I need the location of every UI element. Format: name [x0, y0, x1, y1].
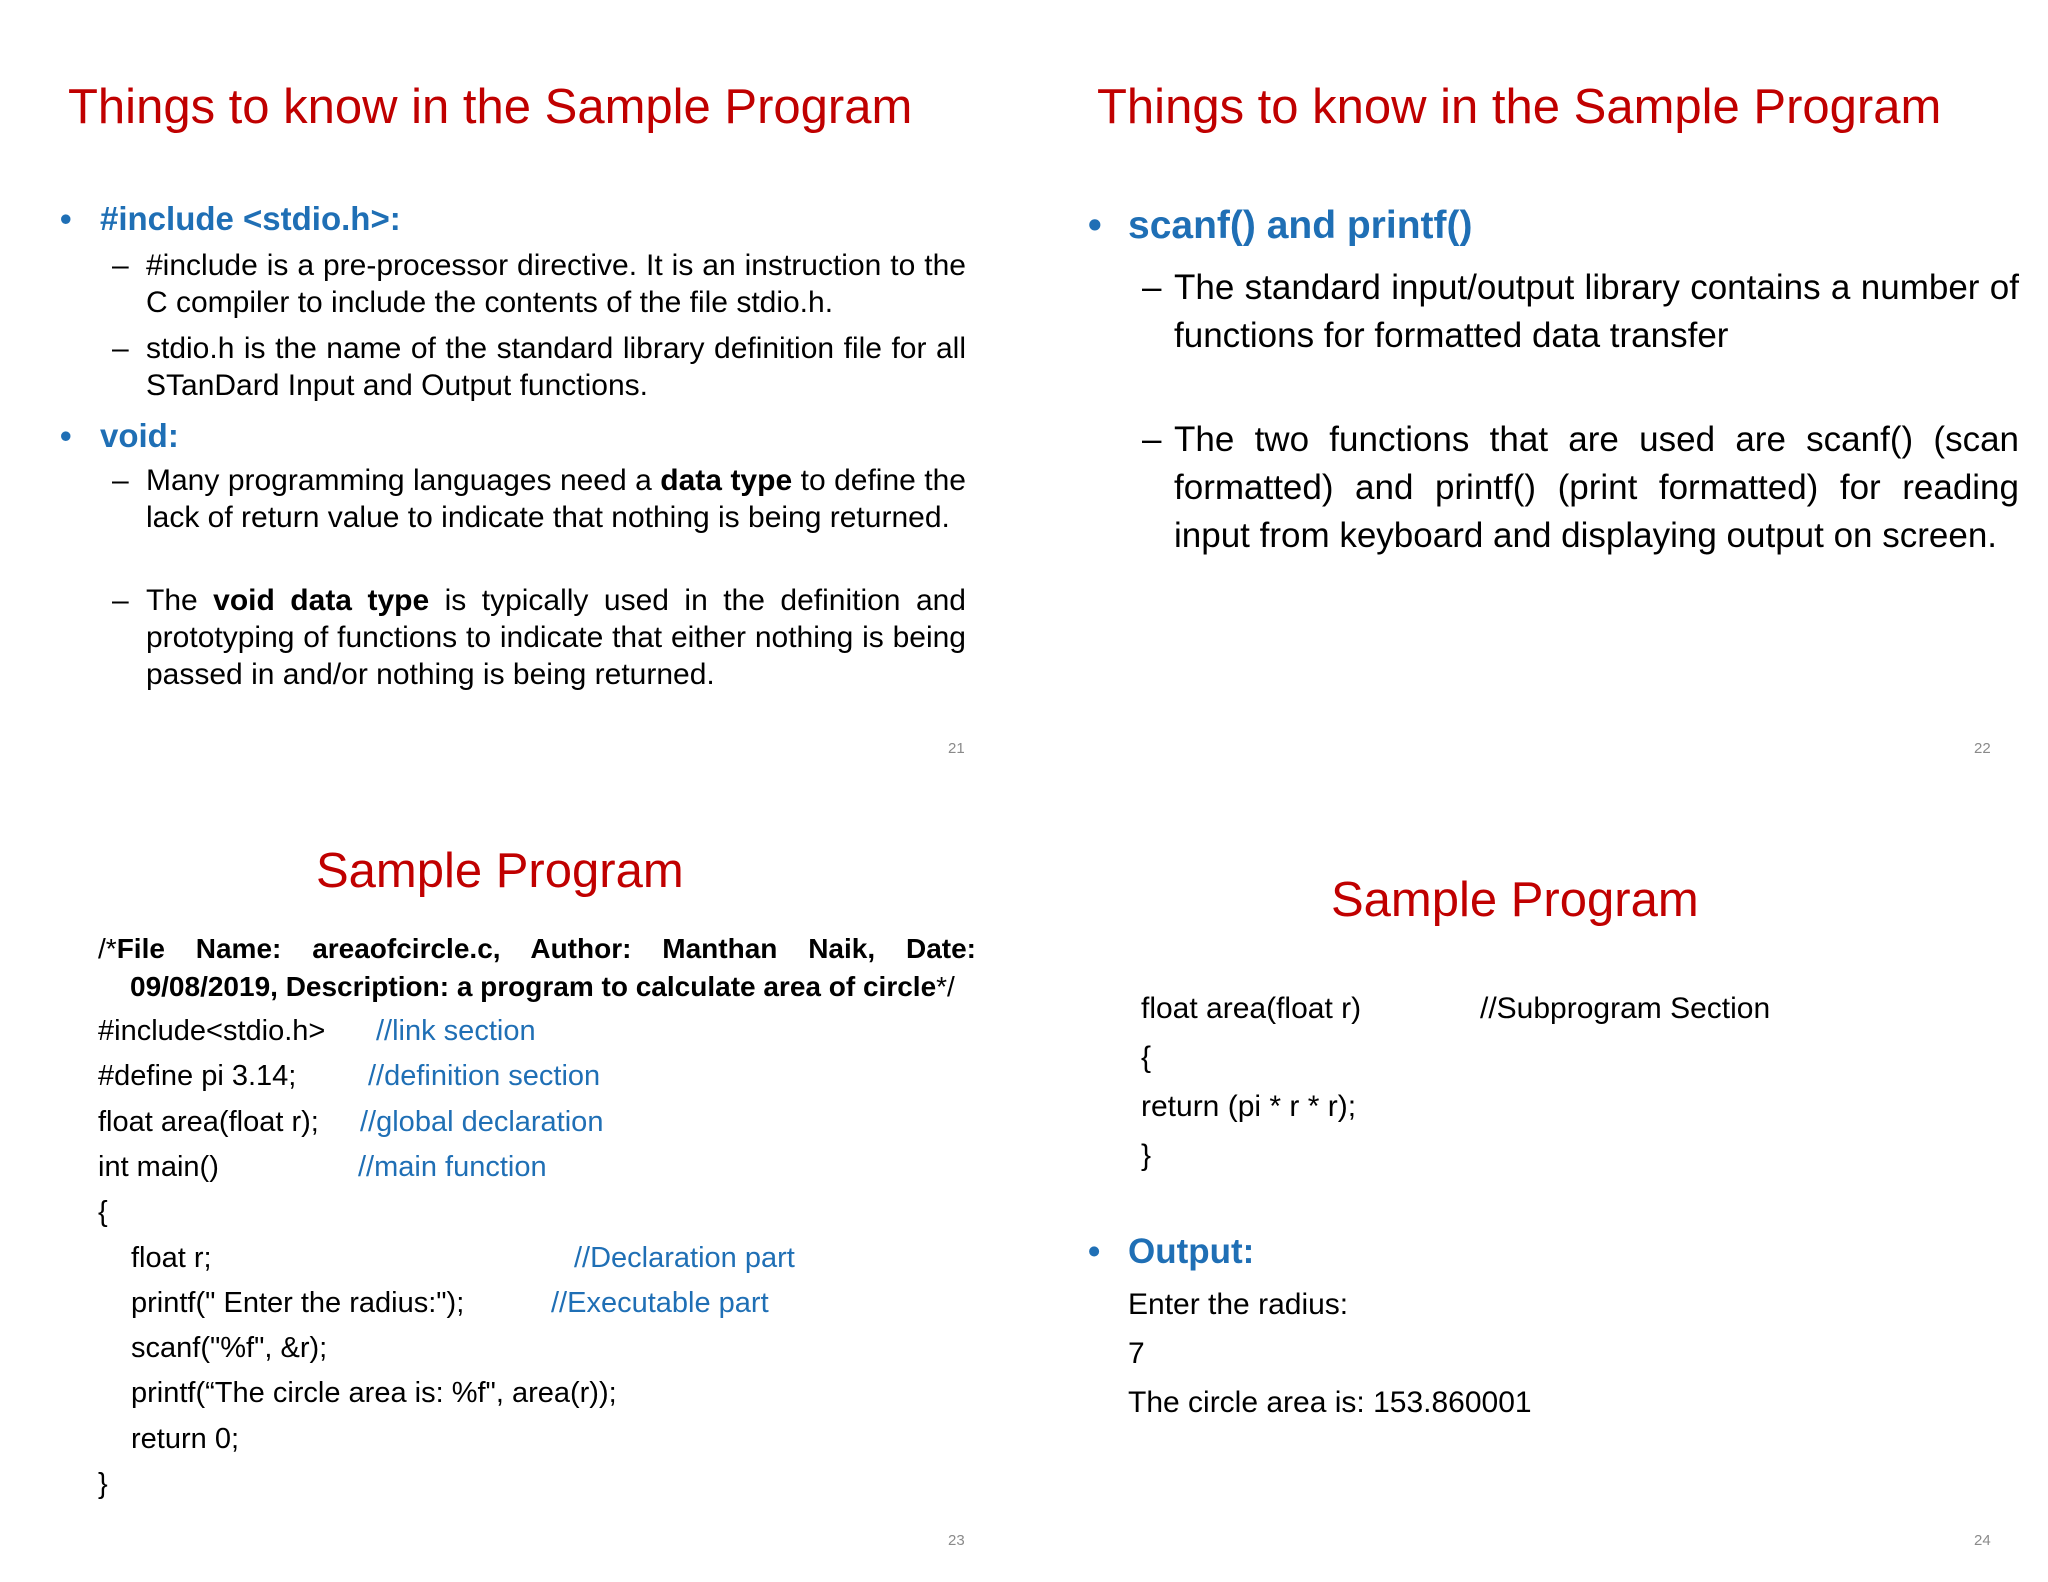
code-line-function-header: float area(float r) [1141, 992, 1362, 1025]
output-line-prompt: Enter the radius: [1128, 1288, 1349, 1321]
slide-title: Things to know in the Sample Program [1097, 80, 1942, 134]
bullet-dot: • [60, 200, 72, 237]
output-line-input: 7 [1128, 1337, 1145, 1370]
bullet-label: scanf() and printf() [1128, 204, 1473, 247]
code-line-scanf: scanf("%f", &r); [131, 1332, 328, 1364]
dash-marker: – [112, 249, 129, 282]
code-line-declare-r: float r; [131, 1242, 212, 1274]
page-number: 23 [948, 1532, 965, 1549]
bullet-dot: • [1088, 204, 1102, 247]
page-number: 22 [1974, 740, 1991, 757]
bullet-output [1088, 1232, 1254, 1272]
slide-title: Sample Program [316, 844, 684, 898]
bullet-label: #include <stdio.h>: [100, 200, 401, 237]
dash-marker: – [112, 332, 129, 365]
sub-point-two-functions [1142, 416, 2019, 560]
bullet-dot: • [60, 417, 72, 454]
sub-point-text: #include is a pre-processor directive. It is an instruction to the C compiler to include the contents of the file stdio.h. [146, 249, 966, 319]
bullet-void [60, 417, 179, 455]
sub-point-stdio [112, 330, 966, 404]
slide-23 [0, 791, 1024, 1582]
comment-subprogram-section: //Subprogram Section [1480, 992, 1771, 1025]
code-line-close-brace: } [1141, 1139, 1152, 1172]
text-run: The [146, 584, 214, 617]
output-line-result: The circle area is: 153.860001 [1128, 1386, 1532, 1419]
bullet-scanf-printf [1088, 204, 1472, 248]
code-line-printf-area: printf(“The circle area is: %f", area(r)); [131, 1377, 617, 1409]
code-line-return: return (pi * r * r); [1141, 1090, 1357, 1123]
sub-point-preprocessor [112, 247, 966, 321]
slide-title: Things to know in the Sample Program [68, 80, 913, 134]
page-number: 24 [1974, 1532, 1991, 1549]
bullet-label: Output: [1128, 1232, 1255, 1271]
comment-declaration-part: //Declaration part [574, 1242, 795, 1274]
dash-marker: – [112, 464, 129, 497]
comment-main-function: //main function [358, 1151, 547, 1183]
bold-term: data type [660, 464, 793, 497]
slide-24 [1024, 791, 2048, 1582]
dash-marker: – [112, 584, 129, 617]
header-details: File Name: areaofcircle.c, Author: Manthan Naik, Date: 09/08/2019, Description: a program to calculate area of circle [116, 933, 976, 1002]
sub-point-data-type [112, 462, 966, 536]
code-line-open-brace: { [1141, 1041, 1152, 1074]
code-line-open-brace: { [98, 1196, 108, 1228]
code-line-include: #include<stdio.h> [98, 1015, 326, 1047]
code-line-prototype: float area(float r); [98, 1106, 319, 1138]
code-line-printf-prompt: printf(" Enter the radius:"); [131, 1287, 465, 1319]
sub-point-void-type [112, 582, 966, 693]
comment-executable-part: //Executable part [551, 1287, 769, 1319]
code-line-define: #define pi 3.14; [98, 1060, 297, 1092]
comment-open: /* [98, 933, 117, 964]
code-line-return: return 0; [131, 1423, 239, 1455]
sub-point-text: stdio.h is the name of the standard library definition file for all STanDard Input and Output functions. [146, 332, 966, 402]
text-run: is typically used in the definition and prototyping of functions to indicate that either nothing is being passed in and/or nothing is being returned. [146, 584, 966, 691]
slide-21 [0, 0, 1024, 791]
dash-marker: – [1142, 420, 1162, 459]
bullet-dot: • [1088, 1232, 1101, 1271]
comment-definition-section: //definition section [368, 1060, 601, 1092]
bullet-include [60, 200, 401, 238]
code-line-main: int main() [98, 1151, 219, 1183]
file-header-comment [98, 930, 976, 1006]
text-run: to define the lack of return value to indicate that nothing is being returned. [146, 464, 966, 534]
comment-close: */ [936, 971, 955, 1002]
comment-link-section: //link section [376, 1015, 536, 1047]
sub-point-text: The two functions that are used are scanf() (scan formatted) and printf() (print formatted) for reading input from keyboard and displaying output on screen. [1174, 420, 2019, 555]
bold-term: void data type [213, 584, 430, 617]
slide-title: Sample Program [1331, 873, 1699, 927]
code-line-close-brace: } [98, 1468, 108, 1500]
sub-point-library [1142, 264, 2019, 360]
comment-global-declaration: //global declaration [360, 1106, 604, 1138]
sub-point-text: The standard input/output library contains a number of functions for formatted data transfer [1174, 268, 2019, 355]
slide-22 [1024, 0, 2048, 791]
text-run: Many programming languages need a [146, 464, 661, 497]
dash-marker: – [1142, 268, 1162, 307]
page-number: 21 [948, 740, 965, 757]
bullet-label: void: [100, 417, 179, 454]
